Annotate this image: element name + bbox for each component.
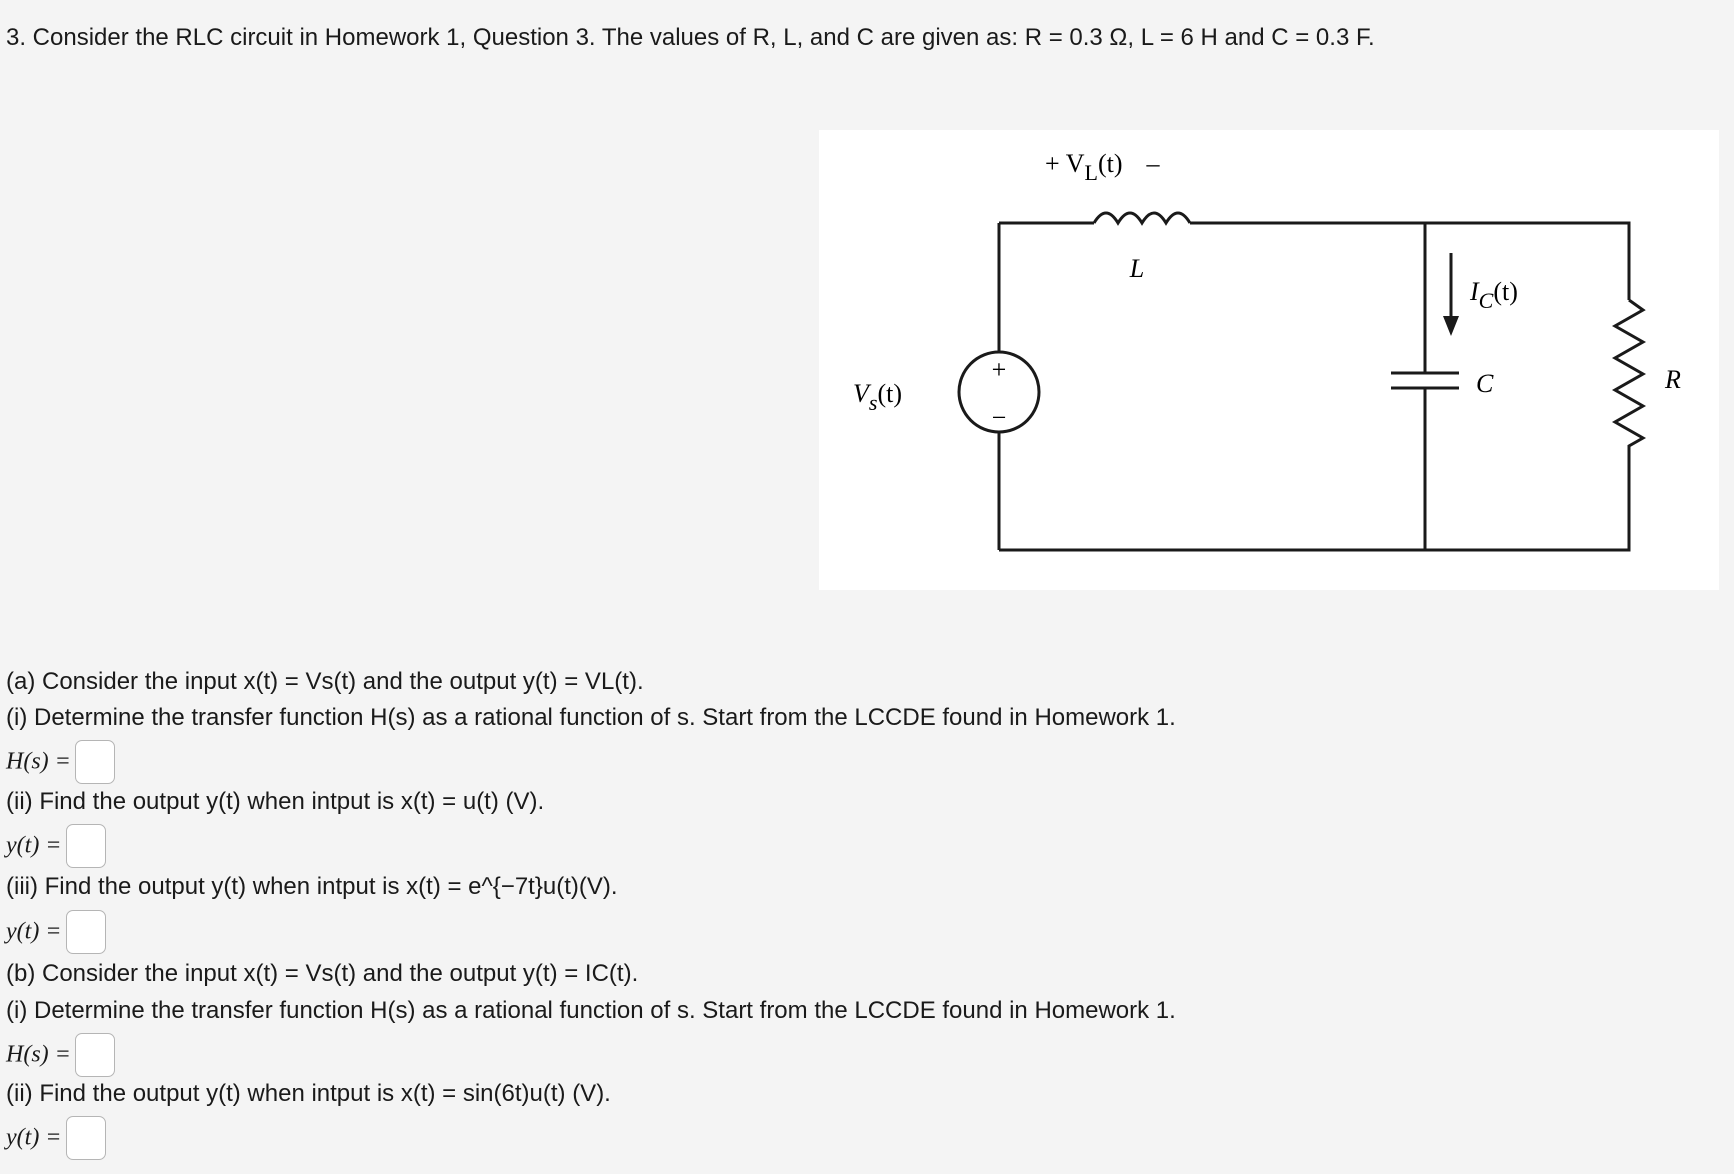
part-a-ii-lhs: y(t) = [6,832,62,859]
part-a-i-answer-input[interactable] [75,740,115,784]
part-a-iii-answer-input[interactable] [66,910,106,954]
question-text: 3. Consider the RLC circuit in Homework 1, Question 3. The values of R, L, and C are given as: R = 0.3 Ω, L = 6 H and C = 0.3 F. [6,24,1375,51]
ic-label: $I_C(t)$ [1470,277,1518,313]
resistor-label: R [1665,365,1681,394]
wire-top-right [1190,223,1629,300]
vl-label: + $V_L(t)$ – [1045,149,1160,185]
part-a-iii-lhs: y(t) = [6,918,62,945]
part-b-heading: (b) Consider the input x(t) = Vs(t) and the output y(t) = IC(t). [6,960,639,987]
part-b-ii-lhs: y(t) = [6,1124,62,1151]
part-a-ii-answer-row [6,824,106,868]
part-a-ii-answer-input[interactable] [66,824,106,868]
part-a-iii-text: (iii) Find the output y(t) when intput is x(t) = e^{−7t}u(t)(V). [6,873,618,900]
part-b-ii-text: (ii) Find the output y(t) when intput is x(t) = sin(6t)u(t) (V). [6,1080,611,1107]
part-b-ii-answer-row [6,1116,106,1160]
part-b-i-answer-row [6,1033,115,1077]
part-a-i-answer-row [6,740,115,784]
part-a-i-text: (i) Determine the transfer function H(s) as a rational function of s. Start from the LCCDE found in Homework 1. [6,704,1176,731]
part-a-i-lhs: H(s) = [6,748,71,775]
capacitor-label: C [1476,369,1494,398]
wire-bottom [999,460,1629,550]
part-b-i-lhs: H(s) = [6,1041,71,1068]
current-arrow-head [1443,316,1459,336]
part-b-i-answer-input[interactable] [75,1033,115,1077]
source-minus-sign: − [991,403,1007,432]
vs-label: $V_s(t)$ [853,379,902,415]
part-a-heading: (a) Consider the input x(t) = Vs(t) and the output y(t) = VL(t). [6,668,644,695]
part-b-i-text: (i) Determine the transfer function H(s) as a rational function of s. Start from the LCCDE found in Homework 1. [6,997,1176,1024]
part-a-ii-text: (ii) Find the output y(t) when intput is x(t) = u(t) (V). [6,788,545,815]
source-plus-sign: + [991,355,1007,384]
part-b-ii-answer-input[interactable] [66,1116,106,1160]
part-a-iii-answer-row [6,910,106,954]
inductor-label: L [1129,254,1145,283]
inductor-coil [1094,213,1190,223]
resistor-zigzag [1615,300,1643,460]
capacitor-plates [1391,373,1459,388]
circuit-diagram [819,130,1719,590]
